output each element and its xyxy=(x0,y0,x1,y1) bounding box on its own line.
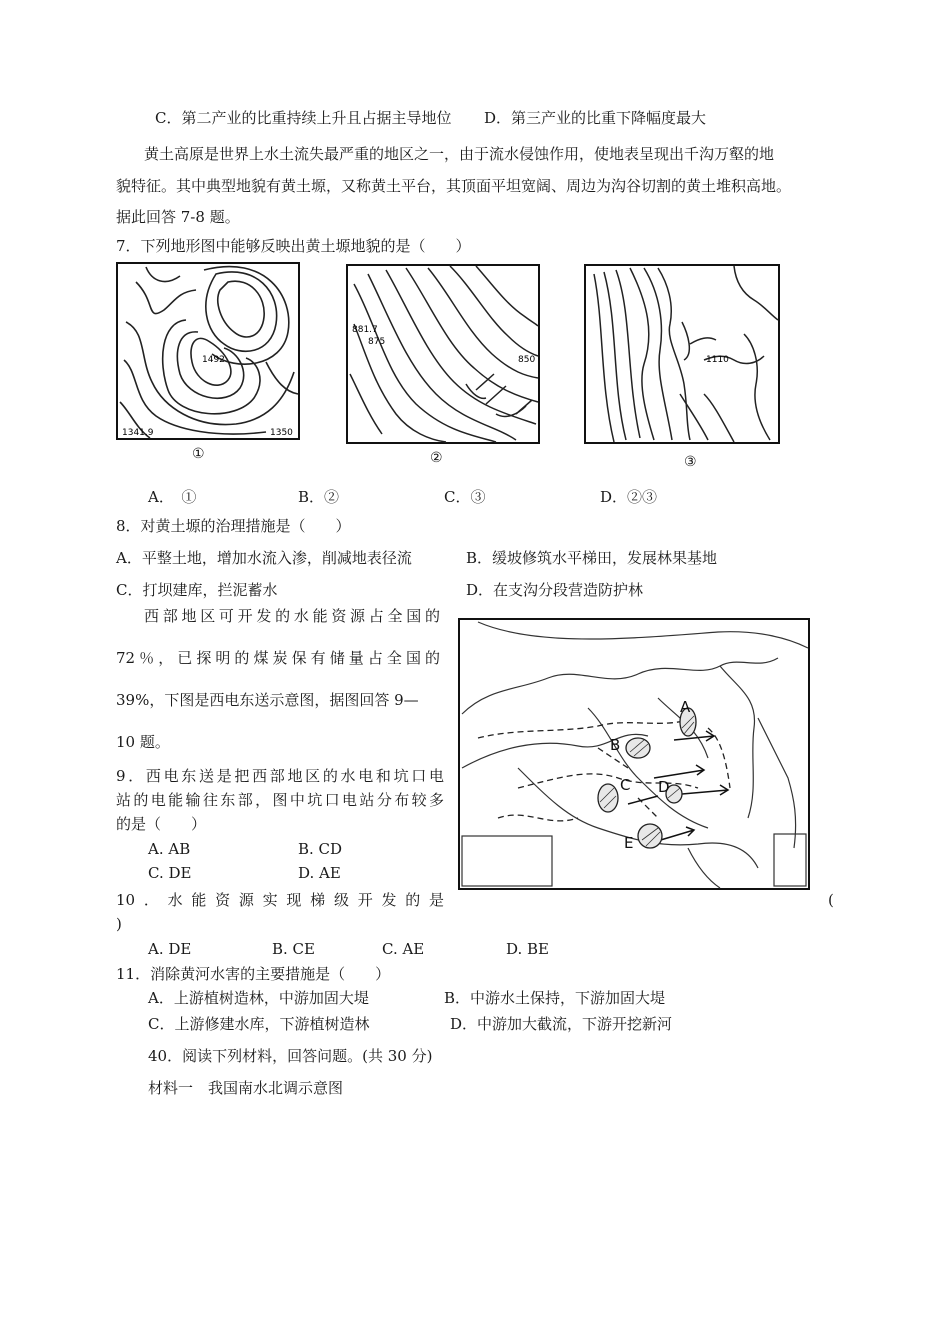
map-label-c: C xyxy=(620,776,631,794)
q9-stem-1: 9．西电东送是把西部地区的水电和坑口电 xyxy=(116,767,444,785)
west-east-power-map xyxy=(458,618,810,890)
contour-map-3 xyxy=(584,264,780,444)
q11-stem: 11．消除黄河水害的主要措施是（ ） xyxy=(116,965,391,983)
q9-stem-2: 站的电能输往东部，图中坑口电站分布较多 xyxy=(116,791,444,809)
q8-option-b: B．缓坡修筑水平梯田，发展林果基地 xyxy=(466,549,718,567)
q8-option-a: A．平整土地，增加水流入渗，削减地表径流 xyxy=(116,549,412,567)
q7-stem: 7．下列地形图中能够反映出黄土塬地貌的是（ ） xyxy=(116,237,471,255)
q6-option-c: C．第二产业的比重持续上升且占据主导地位 xyxy=(155,109,452,127)
q9-option-c: C. DE xyxy=(148,864,192,882)
q40-stem: 40．阅读下列材料，回答问题。(共 30 分) xyxy=(148,1047,433,1065)
q7-option-c: C．③ xyxy=(444,488,486,506)
map2-spot-3: 850 xyxy=(518,355,536,365)
loess-intro-line-3: 据此回答 7-8 题。 xyxy=(116,208,240,226)
q10-stem: 10．水能资源实现梯级开发的是 xyxy=(116,891,444,909)
q10-option-a: A. DE xyxy=(148,940,192,958)
map3-spot-1: 1110 xyxy=(706,355,729,365)
contour-map-2 xyxy=(346,264,540,444)
q9-option-b: B. CD xyxy=(298,840,343,858)
q6-option-d: D．第三产业的比重下降幅度最大 xyxy=(484,109,707,127)
q7-option-b: B．② xyxy=(298,488,340,506)
q10-option-b: B. CE xyxy=(272,940,315,958)
loess-intro-line-2: 貌特征。其中典型地貌有黄土塬，又称黄土平台，其顶面平坦宽阔、周边为沟谷切割的黄土堆积高地。 xyxy=(116,177,792,195)
q40-material-1: 材料一 我国南水北调示意图 xyxy=(148,1079,344,1097)
q10-option-c: C. AE xyxy=(382,940,425,958)
map1-spot-3: 1350 xyxy=(270,428,293,438)
q11-option-d: D．中游加大截流，下游开挖新河 xyxy=(450,1015,673,1033)
we-intro-2: 72％，已探明的煤炭保有储量占全国的 xyxy=(116,649,440,667)
map2-spot-2: 875 xyxy=(368,337,386,347)
we-intro-4: 10 题。 xyxy=(116,733,170,751)
map-label-b: B xyxy=(610,736,621,754)
map1-spot-1: 1341.9 xyxy=(122,428,154,438)
map1-spot-2: 1492 xyxy=(202,355,225,365)
map-label-e: E xyxy=(624,834,634,852)
q11-option-b: B．中游水土保持，下游加固大堤 xyxy=(444,989,666,1007)
q7-option-d: D．②③ xyxy=(600,488,658,506)
q8-option-c: C．打坝建库，拦泥蓄水 xyxy=(116,581,278,599)
map-label-d: D xyxy=(658,778,670,796)
q9-option-d: D. AE xyxy=(298,864,341,882)
q9-option-a: A. AB xyxy=(148,840,191,858)
map2-spot-1: 881.7 xyxy=(352,325,378,335)
q11-option-a: A．上游植树造林，中游加固大堤 xyxy=(148,989,369,1007)
q8-stem: 8．对黄土塬的治理措施是（ ） xyxy=(116,517,351,535)
map3-label: ③ xyxy=(684,454,697,470)
we-intro-1: 西部地区可开发的水能资源占全国的 xyxy=(144,607,440,625)
loess-intro-line-1: 黄土高原是世界上水土流失最严重的地区之一，由于流水侵蚀作用，使地表呈现出千沟万壑的地 xyxy=(144,145,775,163)
contour-map-1 xyxy=(116,262,300,440)
q10-paren-open: ( xyxy=(828,891,834,909)
map2-label: ② xyxy=(430,450,443,466)
q7-option-a: A． ① xyxy=(148,488,197,506)
q11-option-c: C．上游修建水库，下游植树造林 xyxy=(148,1015,370,1033)
we-intro-3: 39%，下图是西电东送示意图，据图回答 9— xyxy=(116,691,419,709)
q10-option-d: D. BE xyxy=(506,940,550,958)
map1-label: ① xyxy=(192,446,205,462)
q8-option-d: D．在支沟分段营造防护林 xyxy=(466,581,644,599)
map-label-a: A xyxy=(680,698,691,716)
q9-stem-3: 的是（ ） xyxy=(116,815,207,833)
q10-paren-close: ) xyxy=(116,915,122,933)
